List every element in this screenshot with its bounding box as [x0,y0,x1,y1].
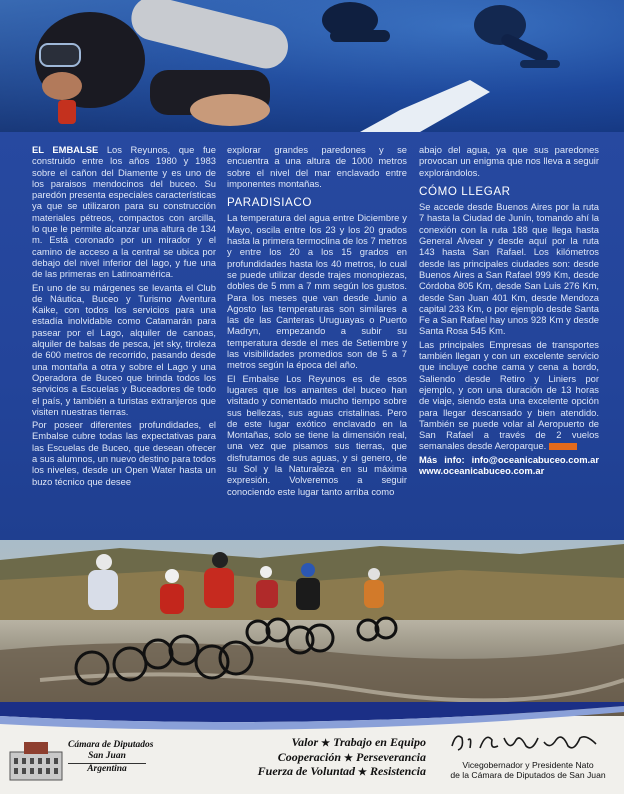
paragraph-text: Los Reyunos, que fue construido entre los años 1980 y 1983 sobre el cañon del Diamente y es uno de los paraisos mendocinos del buceo. Su paredón presenta especiales características ya que se utilizaron para su construcción materiales pétreos, compactos con arcilla, lo que le permite alcanzar una altura de 134 m. Está coronado por un mirador y el camino de acceso a la central se ubica por debajo del nivel inferior del lago, y fue una de las primeras en Latinoamérica. [32,144,216,280]
camara-line: Cámara de Diputados [68,740,154,750]
paragraph: La temperatura del agua entre Diciembre y Mayo, oscila entre los 23 y los 20 grados hasta la primera termoclina de los 7 metros y entre los 20 a los 15 grados en profundidades hasta los 40 metros, lo cual se puede utilizar desde trajes monopiezas, dobles de 5 mm a 7 mm según los gustos. Para los meses que van desde Junio a Agosto las temperaturas son similares a las de las Canteras Uruguayas o Puerto Madryn, empezando a subir su temperatura desde el mes de Setiembre y las visibilidades promedios son de 5 a 7 metros según la época del año. [227,212,407,371]
star-icon: ★ [358,767,367,779]
signature [446,726,606,756]
article-body [0,132,624,540]
values-line [216,736,426,751]
value-item: Perseverancia [356,749,426,764]
column-3 [419,144,599,478]
camara-line: San Juan [88,750,126,761]
star-icon: ★ [321,738,331,749]
camara-line: Argentina [68,763,146,775]
values-line [216,765,426,780]
title-line: de la Cámara de Diputados de San Juan [450,770,606,780]
paragraph: En uno de su márgenes se levanta el Club de Náutica, Buceo y Turismo Aventura Kaike, con todos los servicios para una estadía inolvidable como Catamarán para pasear por el Lago, alquiler de canoas, alquiler de balsas de pesca, jet sky, tiroleza de 600 metros de recorrido, pasando desde una montaña a otra y sobre el Lago y una Operadora de Buceo que brinda todos los servicios a Escuelas y Buceadores de todo el país, y también a turistas extranjeros que visiten nuestras tierras. [32,281,216,417]
highlight-mark [549,443,577,450]
value-item: Resistencia [370,764,426,779]
building-icon [6,738,66,782]
value-item: Trabajo en Equipo [333,735,426,749]
cyclists-photo [0,540,624,716]
section-heading-como-llegar: CÓMO LLEGAR [419,184,511,198]
footer [0,716,624,794]
signatory-title [440,760,616,780]
paragraph-text: Las principales Empresas de transportes también llegan y con un excelente servicio que incluye coche cama y cena a bordo, Saliendo desde Retiro y Liniers por ejemplo, y con una duración de 13 horas de viaje, siendo esta una excelente opción para llegar descansado y bien atendido. También se puede volar al Aeropuerto de San Rafael a través de 2 vuelos semanales desde Aeroparque. [419,338,599,452]
paragraph [32,144,216,280]
paragraph [419,339,599,452]
divers-photo [0,0,624,132]
paragraph: explorar grandes paredones y se encuentra a una altura de 1000 metros sobre el nivel del mar enclavado entre imponentes montañas. [227,144,407,189]
section-heading-paradisiaco: PARADISIACO [227,196,312,210]
value-item: Valor [291,735,319,749]
value-item: Fuerza de Voluntad [257,764,356,779]
paragraph: Por poseer diferentes profundidades, el Embalse cubre todas las expectativas para las Escuelas de Buceo, que desean ofrecer a sus alumnos, un nuevo destino para todos los niveles, desde un Open Water hasta un buzo técnico que desee [32,419,216,487]
paragraph: abajo del agua, ya que sus paredones provocan un enigma que nos lleva a seguir explorándolos. [419,144,599,178]
values-block [216,736,426,780]
value-item: Cooperación [277,749,342,764]
column-2 [227,144,407,499]
camara-name [68,740,154,775]
column-1 [32,144,216,489]
more-info: Más info: info@oceanicabuceo.com.ar www.oceanicabuceo.com.ar [419,453,599,477]
paragraph: Se accede desde Buenos Aires por la ruta 7 hasta la Ciudad de Junín, tomando ahí la conexión con la ruta 188 que llega hasta General Alvear y desde aquí por la ruta 143 hasta San Rafael. Los kilómetros desde las principales ciudades son: desde Buenos Aires a San Rafael 999 Km, desde Córdoba 805 Km, desde San Luis 276 Km, desde San Juan 401 Km, desde Mendoza capital 233 Km, o por ejemplo desde Santa Fe a San Rafael hay unos 928 Km y desde Santa Rosa 545 Km. [419,201,599,337]
values-line [216,751,426,766]
star-icon: ★ [344,752,354,764]
title-line: Vicegobernador y Presidente Nato [462,760,594,770]
section-lead: EL EMBALSE [32,144,99,155]
paragraph: El Embalse Los Reyunos es de esos lugares que los amantes del buceo han visitado y comentado mucho tiempo sobre sus bellezas, sus aguas cristalinas. Pero de este lugar exótico enclavado en la Montañas, solo se tiene la dimensión real, una vez que pisamos sus tierras, que disfrutamos de sus aguas, y si genero, de su Sol y la Naturaleza en su máxima expresión. Volveremos a seguir conociendo este lugar tanto arriba como [227,372,407,497]
